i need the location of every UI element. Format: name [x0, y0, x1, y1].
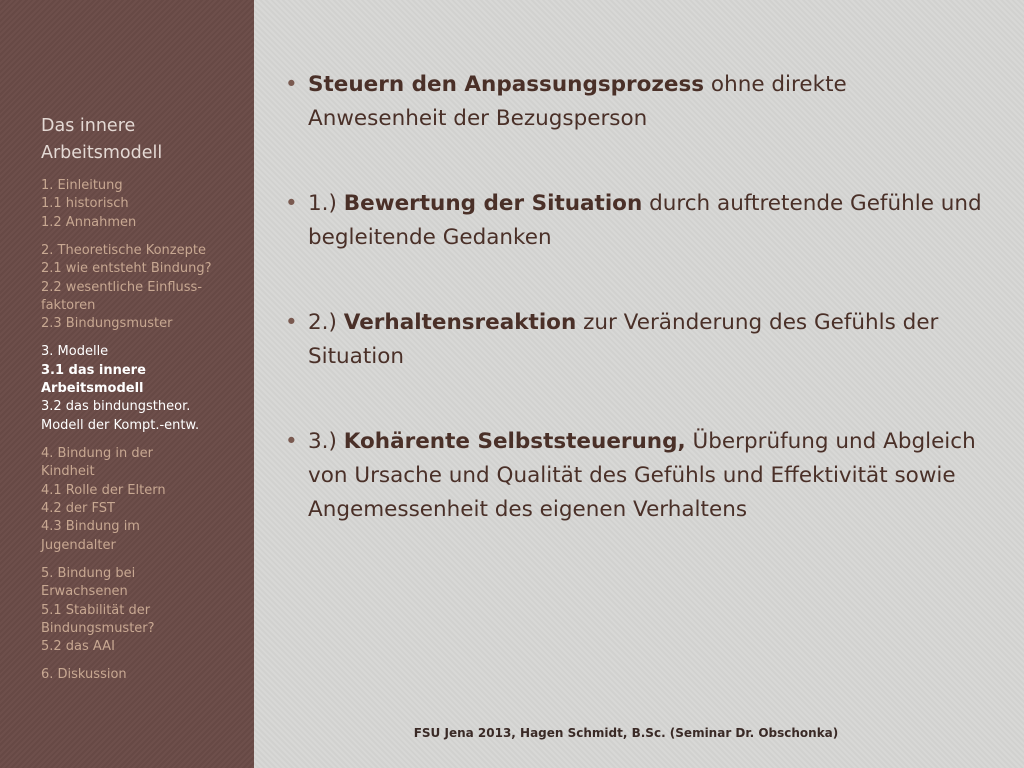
toc-item-einflussfaktoren[interactable]: 2.2 wesentliche Einfluss- — [41, 279, 203, 295]
toc-item-diskussion[interactable]: 6. Diskussion — [41, 667, 127, 683]
bullet-prefix: 3.) — [308, 429, 344, 454]
table-of-contents — [41, 177, 251, 694]
toc-item-bindung-kindheit-cont[interactable]: Kindheit — [41, 464, 95, 480]
toc-item-rolle-eltern[interactable]: 4.1 Rolle der Eltern — [41, 482, 166, 498]
bullet-bold: Steuern den Anpassungsprozess — [308, 72, 705, 97]
slide-content — [285, 68, 985, 578]
toc-item-einflussfaktoren-cont[interactable]: faktoren — [41, 297, 96, 313]
bullet-bold: Bewertung der Situation — [343, 191, 643, 216]
toc-item-bindungstheor-modell-cont[interactable]: Modell der Kompt.-entw. — [41, 417, 200, 433]
bullet-dot-icon: • — [285, 191, 298, 216]
slide-footer: FSU Jena 2013, Hagen Schmidt, B.Sc. (Seminar Dr. Obschonka) — [413, 726, 839, 740]
sidebar — [0, 0, 254, 768]
bullet-bold: Verhaltensreaktion — [343, 310, 577, 335]
toc-item-bindung-erwachsene[interactable]: 5. Bindung bei — [41, 565, 136, 581]
toc-item-modelle[interactable]: 3. Modelle — [41, 344, 109, 360]
toc-item-jugendalter-cont[interactable]: Jugendalter — [41, 537, 116, 553]
bullet-text: zur Veränderung des Gefühls der Situation — [308, 310, 939, 369]
bullet-prefix: 2.) — [308, 310, 344, 335]
bullet-text: ohne direkte Anwesenheit der Bezugsperson — [308, 72, 847, 131]
toc-section-einleitung — [41, 177, 251, 232]
bullet-item — [285, 306, 985, 374]
toc-item-bindungstheor-modell[interactable]: 3.2 das bindungstheor. — [41, 399, 191, 415]
toc-section-erwachsene — [41, 565, 251, 657]
toc-item-inneres-arbeitsmodell[interactable]: 3.1 das innere — [41, 362, 146, 378]
toc-item-annahmen[interactable]: 1.2 Annahmen — [41, 214, 137, 230]
toc-section-modelle — [41, 343, 251, 435]
bullet-item — [285, 425, 985, 527]
toc-item-bindungsmuster[interactable]: 2.3 Bindungsmuster — [41, 316, 173, 332]
bullet-item — [285, 68, 985, 136]
toc-item-bindung-erwachsene-cont[interactable]: Erwachsenen — [41, 584, 128, 600]
bullet-text: Überprüfung und Abgleich von Ursache und Qualität des Gefühls und Effektivität sowie Angemessenheit des eigenen Verhaltens — [308, 429, 976, 522]
toc-item-jugendalter[interactable]: 4.3 Bindung im — [41, 519, 140, 535]
bullet-bold: Kohärente Selbststeuerung, — [343, 429, 686, 454]
bullet-dot-icon: • — [285, 429, 298, 454]
toc-item-stabilitaet-cont[interactable]: Bindungsmuster? — [41, 620, 155, 636]
toc-item-aai[interactable]: 5.2 das AAI — [41, 639, 115, 655]
sidebar-title: Das innere Arbeitsmodell — [41, 116, 163, 163]
toc-item-historisch[interactable]: 1.1 historisch — [41, 196, 129, 212]
toc-item-wie-entsteht-bindung[interactable]: 2.1 wie entsteht Bindung? — [41, 261, 212, 277]
toc-item-stabilitaet[interactable]: 5.1 Stabilität der — [41, 602, 151, 618]
toc-item-theoretische-konzepte[interactable]: 2. Theoretische Konzepte — [41, 242, 206, 258]
bullet-dot-icon: • — [285, 72, 298, 97]
bullet-prefix: 1.) — [308, 191, 344, 216]
toc-section-theoretische-konzepte — [41, 242, 251, 334]
bullet-text: durch auftretende Gefühle und begleitende Gedanken — [308, 191, 982, 250]
toc-section-kindheit — [41, 445, 251, 555]
toc-item-einleitung[interactable]: 1. Einleitung — [41, 178, 123, 193]
bullet-item — [285, 187, 985, 255]
bullet-dot-icon: • — [285, 310, 298, 335]
toc-item-fst[interactable]: 4.2 der FST — [41, 501, 115, 516]
toc-item-bindung-kindheit[interactable]: 4. Bindung in der — [41, 445, 153, 461]
toc-item-inneres-arbeitsmodell-cont[interactable]: Arbeitsmodell — [41, 381, 144, 397]
toc-section-diskussion — [41, 666, 251, 684]
